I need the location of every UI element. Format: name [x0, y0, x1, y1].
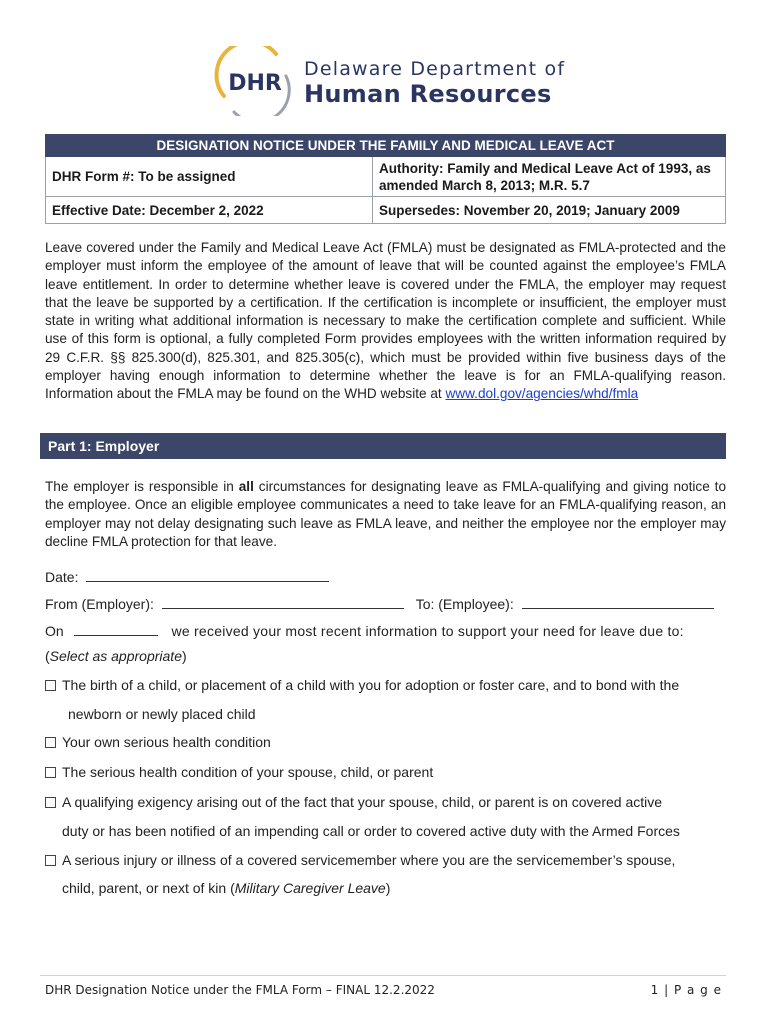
checkbox-exigency[interactable]	[45, 797, 56, 808]
checkbox-family-health[interactable]	[45, 767, 56, 778]
date-field[interactable]	[86, 568, 329, 582]
part1-heading: Part 1: Employer	[40, 433, 726, 459]
received-row	[45, 622, 684, 639]
option-family-health	[45, 764, 433, 780]
date-label: Date:	[45, 569, 79, 585]
date-row	[45, 568, 329, 585]
effective-date: Effective Date: December 2, 2022	[46, 197, 373, 224]
footer-page-number: 1 | P a g e	[650, 983, 722, 997]
form-authority: Authority: Family and Medical Leave Act of 1993, as amended March 8, 2013; M.R. 5.7	[373, 157, 726, 197]
part1-text-before: The employer is responsible in	[45, 479, 239, 494]
option-family-health-label: The serious health condition of your spouse, child, or parent	[62, 764, 434, 780]
select-open: (	[45, 648, 50, 664]
dhr-logo	[214, 46, 296, 116]
option-exigency-label: A qualifying exigency arising out of the fact that your spouse, child, or parent is on covered active	[62, 794, 663, 810]
form-info-table	[45, 134, 726, 224]
footer-form-name: DHR Designation Notice under the FMLA Form – FINAL 12.2.2022	[45, 983, 435, 997]
caregiver-italic: Military Caregiver Leave	[234, 880, 386, 896]
dept-line2: Human Resources	[304, 80, 552, 108]
option-birth	[45, 677, 679, 693]
select-instruction	[45, 648, 187, 664]
option-exigency-cont: duty or has been notified of an impending call or order to covered active duty with the Armed Forces	[62, 823, 680, 839]
from-label: From (Employer):	[45, 596, 154, 612]
department-name	[304, 58, 565, 108]
supersedes: Supersedes: November 20, 2019; January 2009	[373, 197, 726, 224]
option-caregiver	[45, 852, 675, 868]
option-own-health-label: Your own serious health condition	[62, 734, 271, 750]
page-header	[0, 40, 770, 120]
option-own-health	[45, 734, 271, 750]
option-caregiver-label: A serious injury or illness of a covered servicemember where you are the servicemember’s spouse,	[62, 852, 676, 868]
received-date-field[interactable]	[74, 622, 158, 636]
employer-field[interactable]	[162, 595, 404, 609]
whd-fmla-link[interactable]: www.dol.gov/agencies/whd/fmla	[445, 386, 639, 402]
option-birth-cont: newborn or newly placed child	[68, 706, 256, 722]
to-label: To: (Employee):	[415, 596, 514, 612]
caregiver-before: child, parent, or next of kin (	[62, 880, 235, 896]
footer-divider	[40, 975, 726, 976]
from-to-row	[45, 595, 714, 612]
form-title: DESIGNATION NOTICE UNDER THE FAMILY AND MEDICAL LEAVE ACT	[46, 135, 726, 157]
logo-abbrev: DHR	[228, 71, 282, 96]
intro-text: Leave covered under the Family and Medical Leave Act (FMLA) must be designated as FMLA-protected and the employer must inform the employee of the amount of leave that will be counted against the employee’s FMLA leave entitlement. In order to determine whether leave is covered under the FMLA, the employer may request that the leave be supported by a certification. If the certification is incomplete or insufficient, the employer must state in writing what additional information is necessary to make the certification complete and sufficient. While use of this form is optional, a fully completed Form provides employees with the written information required by 29 C.F.R. §§ 825.300(d), 825.301, and 825.305(c), which must be provided within five business days of the employer having enough information to determine whether the leave is for an FMLA-qualifying reason. Information about the FMLA may be found on the WHD website at	[45, 240, 726, 402]
caregiver-after: )	[385, 880, 391, 896]
part1-text-after: circumstances for designating leave as FMLA-qualifying and giving notice to the employee. Once an eligible employee communicates a need to take leave for an FMLA-qualifying reason, an employer may not delay designating such leave as FMLA leave, and neither the employee nor the employer may decline FMLA protection for that leave.	[45, 479, 727, 549]
employee-field[interactable]	[522, 595, 714, 609]
checkbox-own-health[interactable]	[45, 737, 56, 748]
form-number: DHR Form #: To be assigned	[46, 157, 373, 197]
option-exigency	[45, 794, 662, 810]
option-birth-label: The birth of a child, or placement of a child with you for adoption or foster care, and to bond with the	[62, 677, 680, 693]
on-label: On	[45, 623, 64, 639]
part1-paragraph	[45, 478, 726, 551]
part1-text-bold: all	[238, 479, 254, 494]
select-close: )	[181, 648, 187, 664]
received-text: we received your most recent information to support your need for leave due to:	[171, 623, 684, 639]
option-caregiver-cont	[62, 880, 390, 896]
checkbox-caregiver[interactable]	[45, 855, 56, 866]
select-italic: Select as appropriate	[49, 648, 182, 664]
checkbox-birth[interactable]	[45, 680, 56, 691]
intro-paragraph	[45, 239, 726, 404]
dept-line1: Delaware Department of	[304, 58, 566, 80]
